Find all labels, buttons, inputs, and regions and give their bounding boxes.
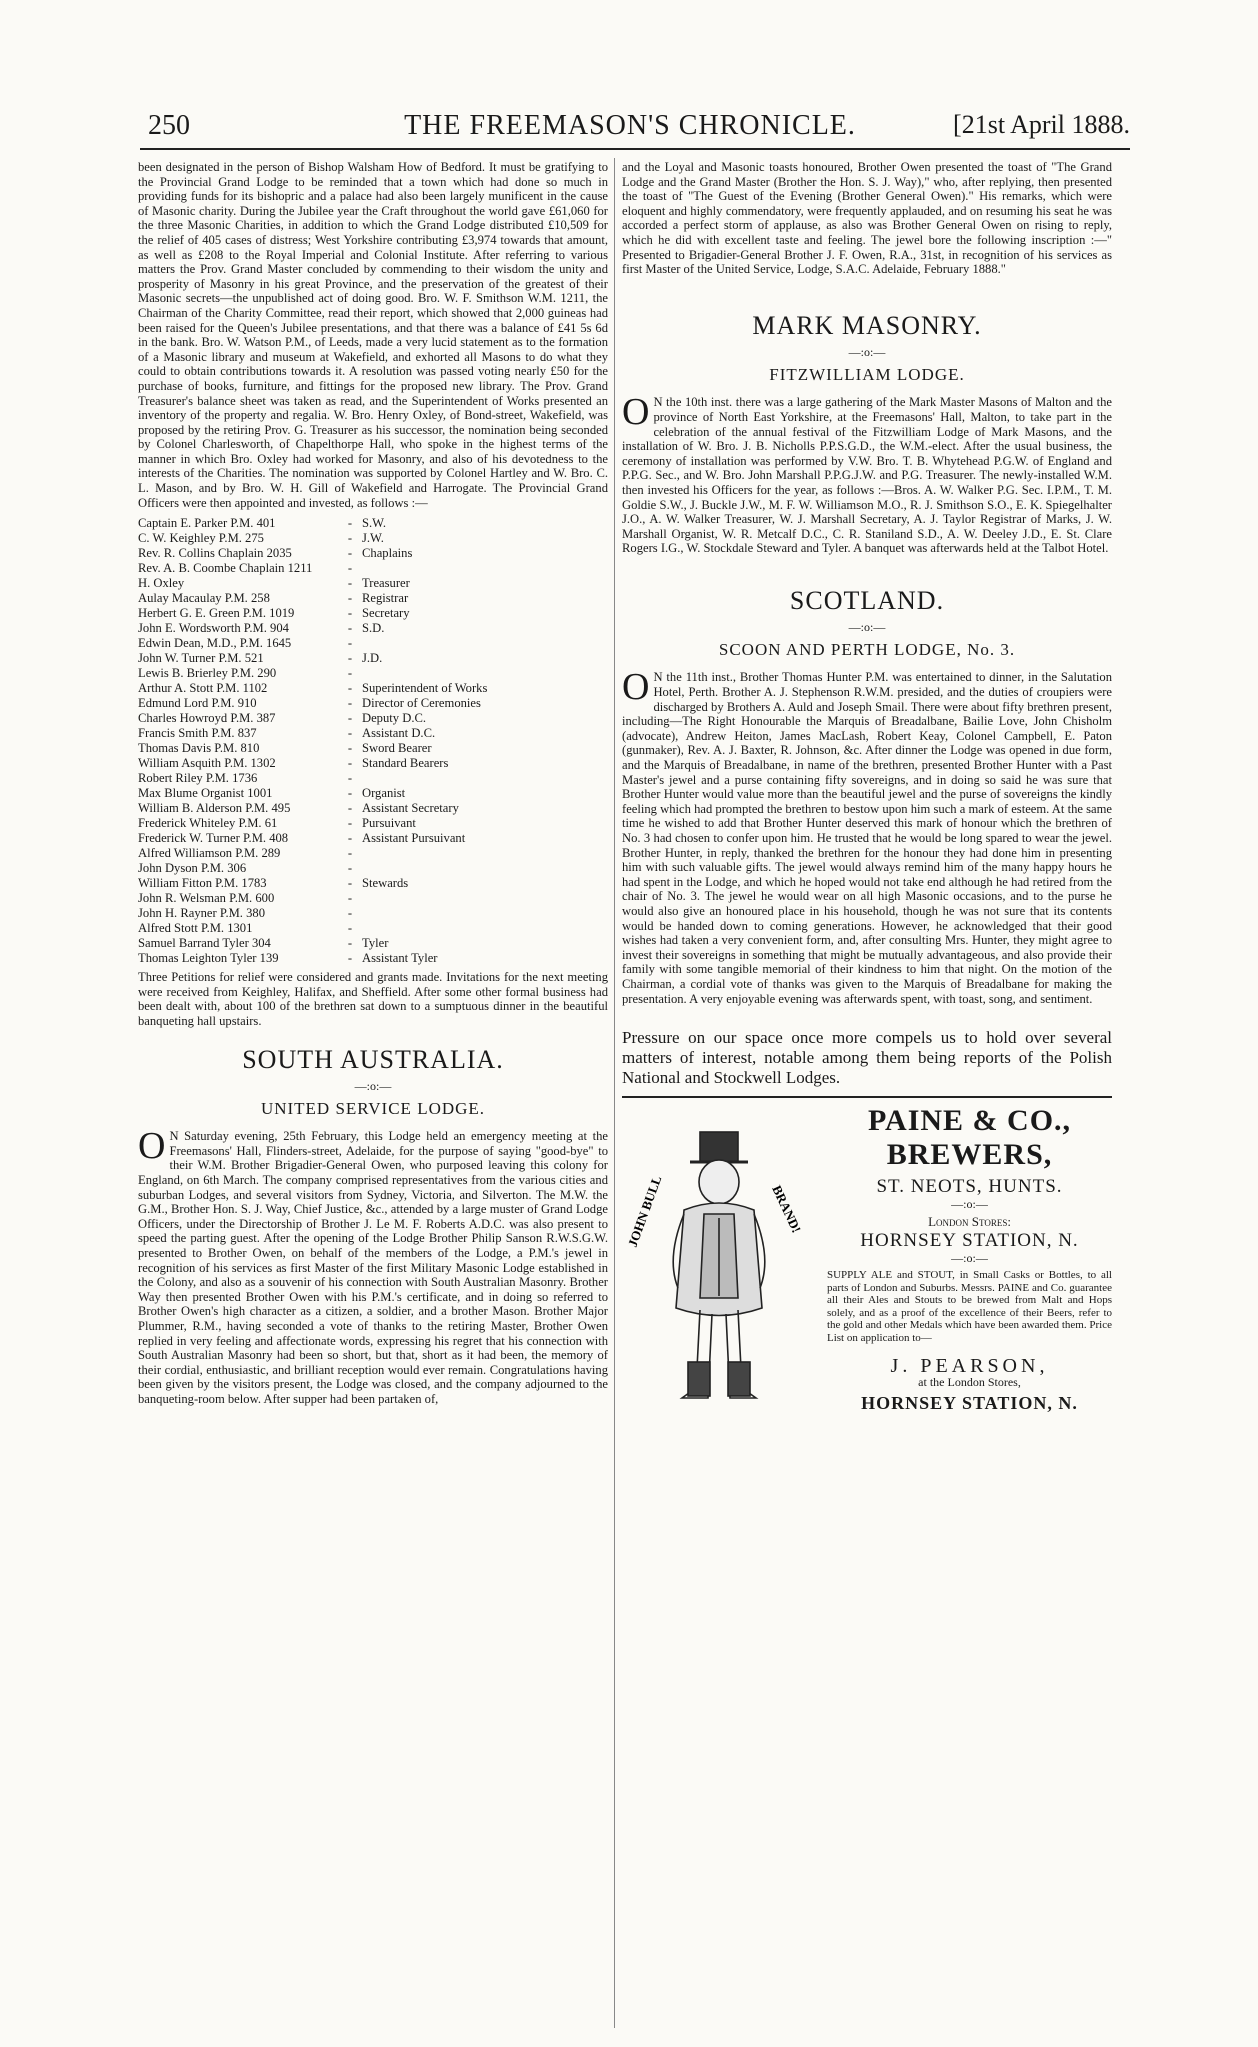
officer-dash: - (347, 651, 353, 666)
officer-dash: - (347, 516, 353, 531)
officer-dash: - (347, 591, 353, 606)
ad-separator: —:o:— (951, 1250, 988, 1265)
officer-role: S.W. (362, 516, 387, 531)
officer-role: Assistant Secretary (362, 801, 459, 816)
officer-row (138, 621, 608, 636)
officer-row (138, 741, 608, 756)
officer-name: Frederick Whiteley P.M. 61 (138, 816, 278, 831)
officer-name: Edwin Dean, M.D., P.M. 1645 (138, 636, 292, 651)
officer-dash: - (347, 621, 353, 636)
john-bull-label: JOHN BULL (624, 1173, 665, 1250)
advertisement-body: SUPPLY ALE and STOUT, in Small Casks or Bottles, to all parts of London and Suburbs. Messrs. PAINE and Co. guarantee all their Ales and Stouts to be brewed from Malt and Hops solely, and as a proof of the excellence of their Beers, refer to the gold and other Medals which have been awarded them. Price List on application to— (827, 1269, 1112, 1345)
officer-row (138, 936, 608, 951)
officer-name: Max Blume Organist 1001 (138, 786, 273, 801)
officer-name: Samuel Barrand Tyler 304 (138, 936, 271, 951)
officer-name: C. W. Keighley P.M. 275 (138, 531, 264, 546)
officer-dash: - (347, 816, 353, 831)
officer-name: William Fitton P.M. 1783 (138, 876, 267, 891)
officer-dash: - (347, 636, 353, 651)
officer-name: John R. Welsman P.M. 600 (138, 891, 275, 906)
officer-row (138, 711, 608, 726)
masthead-title: THE FREEMASON'S CHRONICLE. (404, 110, 856, 141)
editorial-note: Pressure on our space once more compels us to hold over several matters of interest, notable among them being reports of the Polish National and Stockwell Lodges. (622, 1028, 1112, 1088)
officer-dash: - (347, 831, 353, 846)
officer-role (362, 636, 608, 651)
officer-role: Sword Bearer (362, 741, 432, 756)
scoon-perth-lodge-subheading: SCOON AND PERTH LODGE, No. 3. (718, 640, 1016, 660)
officer-name: Alfred Stott P.M. 1301 (138, 921, 253, 936)
officer-dash: - (347, 741, 353, 756)
officer-row (138, 696, 608, 711)
officer-role: Superintendent of Works (362, 681, 488, 696)
agent-location: at the London Stores, (918, 1375, 1021, 1390)
officer-name: Frederick W. Turner P.M. 408 (138, 831, 289, 846)
officer-name: Francis Smith P.M. 837 (138, 726, 257, 741)
scotland-text: N the 11th inst., Brother Thomas Hunter P.M. was entertained to dinner, in the Salutation Hotel, Perth. Brother A. J. Stephenson R.W.M. presided, and the duties of croupiers were discharged by Brothers A. Auld and Joseph Smail. There were about fifty brethren present, including—The Right Honourable the Marquis of Breadalbane, Bailie Love, John Chisholm (advocate), Andrew Heiton, James MacLash, Robert Keay, Colonel Campbell, E. Paton (gunmaker), Rev. A. J. Baxter, R. Johnson, &c. After dinner the Lodge was opened in due form, and the Marquis of Breadalbane, in name of the brethren, presented Brother Hunter with a Past Master's jewel and a purse containing fifty sovereigns, and in doing so said he was sure that Brother Hunter would value more than the beautiful jewel and the purse of sovereigns the kindly feeling which had prompted the brethren to bestow upon him such a mark of esteem. At the same time he wished to add that Brother Hunter deserved this mark of honour which the brethren of No. 3 had chosen to confer upon him. He trusted that he would be long spared to wear the jewel. Brother Hunter, in reply, thanked the brethren for the honour they had done him in presenting him with such valuable gifts. The jewel would always remind him of the many happy hours he had spent in the Lodge, and which he hoped would not take end although he had retired from the chair of No. 3. The jewel he would wear on all high Masonic occasions, and to the purse he would also give an honoured place in his household, though he was not sure that its contents would be handed down to coming generations. However, he acknowledged that their good wishes had taken a very convenient form, and, after consulting Mrs. Hunter, they might agree to invest their sovereigns in something that might be mutually advantageous, and also provide their family with some tangible memorial of their kindness to him that night. On the motion of the Chairman, a cordial vote of thanks was given to the Marquis of Breadalbane for making the presentation. A very enjoyable evening was afterwards spent, with toast, song, and sentiment. (622, 670, 1112, 1006)
officer-dash: - (347, 576, 353, 591)
officer-role: Assistant Tyler (362, 951, 438, 966)
officer-name: William Asquith P.M. 1302 (138, 756, 276, 771)
officer-name: Rev. R. Collins Chaplain 2035 (138, 546, 292, 561)
brewer-name: PAINE & CO., BREWERS, (867, 1104, 1072, 1172)
officer-role: Secretary (362, 606, 410, 621)
officer-row (138, 921, 608, 936)
officer-name: Lewis B. Brierley P.M. 290 (138, 666, 277, 681)
officer-name: Captain E. Parker P.M. 401 (138, 516, 276, 531)
officer-dash: - (347, 786, 353, 801)
officer-role: Registrar (362, 591, 409, 606)
officer-name: Edmund Lord P.M. 910 (138, 696, 257, 711)
officer-role (362, 666, 608, 681)
officer-dash: - (347, 891, 353, 906)
officer-dash: - (347, 771, 353, 786)
officer-name: H. Oxley (138, 576, 185, 591)
officer-name: Thomas Leighton Tyler 139 (138, 951, 279, 966)
mark-masonry-text: N the 10th inst. there was a large gathering of the Mark Master Masons of Malton and the province of North East Yorkshire, at the Freemasons' Hall, Malton, to take part in the celebration of the annual festival of the Fitzwilliam Lodge of Mark Masons, and the installation of W. Bro. J. B. Nicholls P.P.S.G.D., the W.M.-elect. After the usual business, the ceremony of installation was performed by V.W. Bro. T. B. Whytehead P.G.W. of England and P.P.G. Sec., and W. Bro. John Marshall P.P.G.J.W. and P.G. Treasurer. The newly-installed W.M. then invested his Officers for the year, as follows :—Bros. A. W. Walker P.G. Sec. I.P.M., T. M. Goldie S.W., J. Buckle J.W., M. F. W. Williamson M.O., R. J. Smithson S.O., E. K. Spiegelhalter J.O., A. W. Walker Treasurer, W. J. Marshall Secretary, A. J. Taylor Registrar of Marks, J. W. Marshall Organist, W. R. Metcalf D.C., C. R. Staniland S.D., A. W. Deeley J.D., E. St. Clare Rogers I.G., W. Stockdale Steward and Tyler. A banquet was afterwards held at the Talbot Hotel. (622, 395, 1112, 556)
officer-role: Treasurer (362, 576, 410, 591)
officer-row (138, 591, 608, 606)
officer-dash: - (347, 906, 353, 921)
officer-row (138, 666, 608, 681)
officer-row (138, 681, 608, 696)
officer-row (138, 846, 608, 861)
advertisement-rule (622, 1096, 1112, 1098)
brewer-advertisement (622, 1104, 1112, 1424)
officer-row (138, 831, 608, 846)
officers-list (138, 516, 608, 966)
officer-row (138, 876, 608, 891)
drop-cap: O (622, 666, 650, 709)
officer-row (138, 861, 608, 876)
officer-dash: - (347, 546, 353, 561)
officer-role: J.W. (362, 531, 384, 546)
officer-dash: - (347, 951, 353, 966)
officer-name: John H. Rayner P.M. 380 (138, 906, 265, 921)
officer-row (138, 531, 608, 546)
officer-dash: - (347, 531, 353, 546)
officer-dash: - (347, 606, 353, 621)
officer-name: Charles Howroyd P.M. 387 (138, 711, 276, 726)
south-australia-heading: SOUTH AUSTRALIA. (242, 1044, 504, 1074)
officer-row (138, 756, 608, 771)
officer-role (362, 846, 608, 861)
right-column (622, 160, 1112, 1424)
fitzwilliam-lodge-subheading: FITZWILLIAM LODGE. (769, 365, 965, 385)
officer-row (138, 816, 608, 831)
mark-masonry-article (622, 391, 1112, 556)
officer-role (362, 561, 608, 576)
officer-role: Standard Bearers (362, 756, 449, 771)
scotland-article (622, 666, 1112, 1006)
ad-separator: —:o:— (951, 1196, 988, 1211)
officer-row (138, 786, 608, 801)
south-australia-continued: and the Loyal and Masonic toasts honoured, Brother Owen presented the toast of "The Grand Lodge and the Grand Master (Brother the Hon. S. J. Way)," who, after replying, then presented the toast of "The Guest of the Evening (Brother General Owen)." His remarks, which were eloquent and highly commendatory, were frequently applauded, and on resuming his seat he was accorded a perfect storm of applause, as also was Brother General Owen on rising to reply, which he did with excellent taste and feeling. The jewel bore the following inscription :—" Presented to Brigadier-General Brother J. F. Owen, R.A., 31st, in recognition of his services as first Master of the United Service, Lodge, S.A.C. Adelaide, February 1888." (622, 160, 1112, 277)
officer-name: Aulay Macaulay P.M. 258 (138, 591, 270, 606)
south-australia-text: N Saturday evening, 25th February, this Lodge held an emergency meeting at the Freemasons' Hall, Flinders-street, Adelaide, for the purpose of saying "good-bye" to their W.M. Brother Brigadier-General Owen, who purposed leaving this colony for England, on 6th March. The company comprised representatives from the various cities and suburban Lodges, and several visitors from Sydney, Victoria, and Silverton. The M.W. the G.M., Brother Hon. S. J. Way, Chief Justice, &c., attended by a large muster of Grand Lodge Officers, under the Directorship of Brother J. Le M. F. Roberts A.D.C. was also present to speed the parting guest. After the opening of the Lodge Brother Philip Sanson R.W.S.G.W. presented to Brother Owen, on behalf of the members of the Lodge, a P.M.'s jewel in recognition of his services as first Master of the first Military Masonic Lodge established in the Colony, and also as a souvenir of his connection with South Australian Masonry. Brother Way then presented Brother Owen with his P.M.'s certificate, and in doing so referred to Brother Owen's high character as a citizen, a soldier, and a brother Mason. Brother Major Plummer, R.M., having seconded a vote of thanks to the retiring Master, Brother Owen replied in very feeling and affectionate words, expressing his regret that his connection with South Australian Masonry had been so short, but that, short as it had been, the memory of their cordial, enthusiastic, and brilliant reception would ever remain. Congratulations having been given by the visitors present, the Lodge was closed, and the company adjourned to the banqueting-room below. After supper had been partaken of, (138, 1129, 608, 1406)
officer-role: Assistant D.C. (362, 726, 436, 741)
united-service-lodge-subheading: UNITED SERVICE LODGE. (260, 1099, 486, 1119)
officer-role (362, 771, 608, 786)
officer-row (138, 561, 608, 576)
officer-name: John E. Wordsworth P.M. 904 (138, 621, 289, 636)
officer-role: S.D. (362, 621, 385, 636)
officer-name: Rev. A. B. Coombe Chaplain 1211 (138, 561, 313, 576)
officer-name: William B. Alderson P.M. 495 (138, 801, 291, 816)
officer-row (138, 801, 608, 816)
officer-dash: - (347, 876, 353, 891)
officer-dash: - (347, 801, 353, 816)
officer-row (138, 636, 608, 651)
stores-address: HORNSEY STATION, N. (860, 1229, 1079, 1251)
officer-role (362, 891, 608, 906)
petitions-paragraph: Three Petitions for relief were considered and grants made. Invitations for the next meeting were received from Keighley, Halifax, and Sheffield. After some other formal business had been dealt with, about 100 of the brethren sat down to a sumptuous dinner in the beautiful banqueting hall upstairs. (138, 970, 608, 1029)
officer-row (138, 891, 608, 906)
west-yorkshire-report: been designated in the person of Bishop Walsham How of Bedford. It must be gratifying to the Provincial Grand Lodge to be reminded that a town which had done so much in providing funds for its bishopric and a palace had also been largely munificent in the cause of Masonic charity. During the Jubilee year the Craft throughout the world gave £61,060 for the three Masonic Charities, in addition to which the Grand Lodge distributed £10,509 for the relief of 405 cases of distress; West Yorkshire contributing £3,974 towards that amount, as well as £208 to the Royal Imperial and Colonial Institute. After referring to various matters the Prov. Grand Master concluded by commending to their wisdom the unity and prosperity of Masonry in his great Province, and the preservation of the greatest of their Masonic secrets—the unpublished act of doing good. Bro. W. F. Smithson W.M. 1211, the Chairman of the Charity Committee, read their report, which showed that 2,000 guineas had been raised for the Queen's Jubilee presentations, and that there was a balance of £41 5s 6d in the bank. Bro. W. Watson P.M., of Leeds, made a very lucid statement as to the formation of a Masonic library and museum at Wakefield, and exhorted all Masons to do what they could to obtain contributions towards it. A resolution was passed voting nearly £50 for the purchase of books, furniture, and fittings for the proposed new library. The Prov. Grand Treasurer's balance sheet was taken as read, and the Superintendent of Works presented an inventory of the property and regalia. W. Bro. Henry Oxley, of Bond-street, Wakefield, was proposed by the retiring Prov. G. Treasurer as his successor, the nomination being seconded by Colonel Charlesworth, of Chapelthorpe Hall, who spoke in the highest terms of the manner in which Bro. Oxley had worked for Masonry, and also of his devotedness to the interests of the Charities. The nomination was supported by Colonel Hartley and W. Bro. C. L. Mason, and by Bro. W. H. Gill of Wakefield and Harrogate. The Provincial Grand Officers were then appointed and invested, as follows :— (138, 160, 608, 510)
page-header (130, 100, 1130, 150)
officer-dash: - (347, 936, 353, 951)
officer-name: Herbert G. E. Green P.M. 1019 (138, 606, 295, 621)
officer-role: Stewards (362, 876, 409, 891)
officer-dash: - (347, 696, 353, 711)
officer-row (138, 576, 608, 591)
officer-role: J.D. (362, 651, 383, 666)
header-rule (140, 148, 1130, 150)
brand-label: BRAND! (769, 1183, 805, 1236)
agent-address: HORNSEY STATION, N. (861, 1392, 1078, 1413)
officer-dash: - (347, 921, 353, 936)
brewery-location: ST. NEOTS, HUNTS. (876, 1176, 1063, 1198)
officer-role: Pursuivant (362, 816, 416, 831)
officer-role: Tyler (362, 936, 389, 951)
officer-role: Organist (362, 786, 406, 801)
officer-row (138, 606, 608, 621)
officer-role: Assistant Pursuivant (362, 831, 466, 846)
officer-role: Deputy D.C. (362, 711, 427, 726)
officer-name: Thomas Davis P.M. 810 (138, 741, 260, 756)
drop-cap: O (138, 1125, 166, 1168)
officer-dash: - (347, 726, 353, 741)
officer-dash: - (347, 756, 353, 771)
officer-name: John W. Turner P.M. 521 (138, 651, 264, 666)
officer-name: Arthur A. Stott P.M. 1102 (138, 681, 268, 696)
page-number: 250 (148, 110, 190, 141)
officer-role: Director of Ceremonies (362, 696, 481, 711)
officer-dash: - (347, 861, 353, 876)
officer-name: John Dyson P.M. 306 (138, 861, 247, 876)
issue-date: [21st April 1888. (953, 110, 1130, 139)
advertisement-copy (827, 1104, 1112, 1413)
south-australia-article (138, 1125, 608, 1406)
officer-row (138, 951, 608, 966)
officer-role: Chaplains (362, 546, 413, 561)
drop-cap: O (622, 391, 650, 434)
officer-dash: - (347, 666, 353, 681)
officer-role (362, 861, 608, 876)
officer-dash: - (347, 561, 353, 576)
section-separator: —:o:— (848, 344, 886, 359)
london-stores-label: London Stores: (928, 1214, 1011, 1230)
officer-row (138, 771, 608, 786)
scotland-heading: SCOTLAND. (789, 585, 945, 615)
officer-name: Robert Riley P.M. 1736 (138, 771, 258, 786)
officer-dash: - (347, 711, 353, 726)
agent-name: J. PEARSON, (890, 1354, 1049, 1377)
officer-row (138, 651, 608, 666)
officer-row (138, 726, 608, 741)
column-divider (614, 158, 615, 2028)
section-separator: —:o:— (848, 619, 886, 634)
officer-row (138, 516, 608, 531)
officer-role (362, 906, 608, 921)
section-separator: —:o:— (354, 1078, 392, 1093)
officer-role (362, 921, 608, 936)
officer-row (138, 906, 608, 921)
officer-dash: - (347, 681, 353, 696)
john-bull-figure-illustration (622, 1118, 812, 1418)
officer-row (138, 546, 608, 561)
mark-masonry-heading: MARK MASONRY. (752, 310, 982, 340)
left-column (138, 160, 608, 1409)
officer-dash: - (347, 846, 353, 861)
officer-name: Alfred Williamson P.M. 289 (138, 846, 281, 861)
